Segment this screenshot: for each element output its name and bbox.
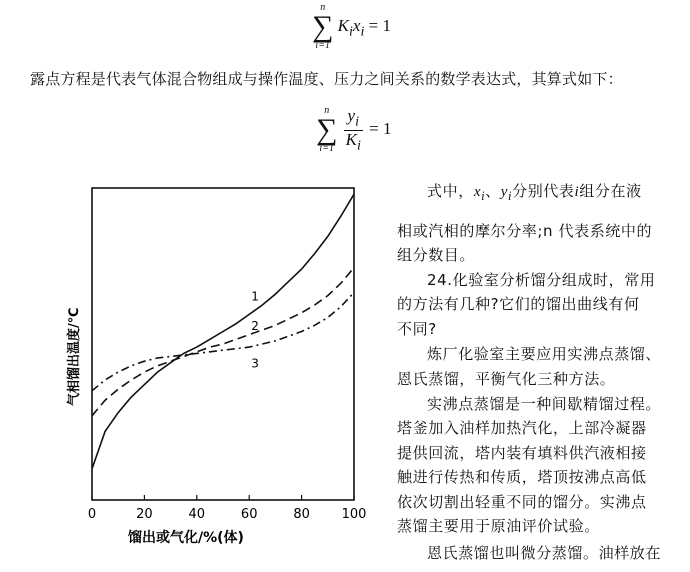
series-label-3: 3 (251, 356, 259, 371)
dew-point-intro: 露点方程是代表气体混合物组成与操作温度、压力之间关系的数学表达式，其算式如下： (30, 70, 623, 88)
summation-upper-limit: n (320, 2, 326, 13)
formula-rhs: = 1 (368, 15, 391, 35)
summation-lower-limit: i=1 (315, 40, 330, 51)
text-line-6: 炼厂化验室主要应用实沸点蒸馏、 (427, 345, 662, 363)
text-line-8: 实沸点蒸馏是一种间歇精馏过程。 (427, 395, 662, 413)
summation-lower-limit: i=1 (319, 143, 334, 154)
text-line-9: 塔釜加入油样加热汽化，上部冷凝器 (397, 419, 647, 437)
series-label-1: 1 (251, 289, 259, 304)
series-line-2 (92, 268, 354, 416)
subscript-i: i (355, 112, 360, 129)
x-axis-label: 馏出或气化/%(体) (128, 530, 244, 546)
distillation-curves-chart (60, 180, 370, 555)
plot-area (92, 188, 354, 500)
sigma-glyph: ∑ (312, 10, 334, 43)
x-ticks (88, 495, 367, 522)
x-tick-label: 40 (188, 507, 206, 522)
series-line-1 (92, 194, 354, 469)
text-line-10: 提供回流，塔内装有填料供汽液相接 (397, 444, 647, 462)
text-line-12: 依次切割出轻重不同的馏分。实沸点 (397, 493, 647, 511)
x-tick-label: 0 (87, 507, 97, 522)
text-line-3: 24.化验室分析馏分组成时，常用 (427, 271, 656, 289)
text-line-1: 相或汽相的摩尔分率;n 代表系统中的 (397, 222, 653, 240)
summation-symbol (316, 106, 337, 154)
fraction (344, 107, 363, 154)
subscript-i: i (360, 23, 365, 40)
text-line-11: 触进行传热和传质，塔顶按沸点高低 (397, 468, 647, 486)
summation-upper-limit: n (324, 105, 330, 116)
text-line-14: 恩氏蒸馏也叫微分蒸馏。油样放在 (427, 544, 662, 562)
formula-summation-kx (312, 3, 391, 51)
subscript-i: i (356, 136, 361, 153)
x-tick-label: 80 (293, 507, 310, 522)
variable-k: K (345, 129, 357, 149)
text-line-4: 的方法有几种?它们的馏出曲线有何 (397, 295, 640, 313)
text-line-7: 恩氏蒸馏，平衡气化三种方法。 (397, 370, 616, 388)
variable-y: y (347, 105, 356, 125)
summation-symbol (312, 3, 333, 51)
subscript-i: i (348, 23, 353, 40)
text-line-2: 组分数目。 (397, 246, 476, 264)
variable-x: x (352, 15, 361, 35)
formula-summation-y-over-k (316, 106, 392, 154)
y-axis-label: 气相馏出温度/℃ (67, 307, 82, 406)
text-line-0: 式中，$x_i$、$y_i$分别代表i组分在液 (427, 182, 642, 203)
series-line-3 (92, 293, 354, 391)
formula-rhs: = 1 (369, 118, 392, 138)
plot-frame (92, 188, 354, 500)
series-layer (92, 194, 354, 469)
text-line-5: 不同? (397, 320, 437, 338)
x-tick-label: 100 (341, 507, 367, 522)
sigma-glyph: ∑ (316, 113, 338, 146)
x-tick-label: 60 (240, 507, 258, 522)
text-line-13: 蒸馏主要用于原油评价试验。 (397, 517, 600, 535)
variable-k: K (337, 15, 349, 35)
x-tick-label: 20 (136, 507, 153, 522)
series-label-2: 2 (251, 319, 259, 333)
